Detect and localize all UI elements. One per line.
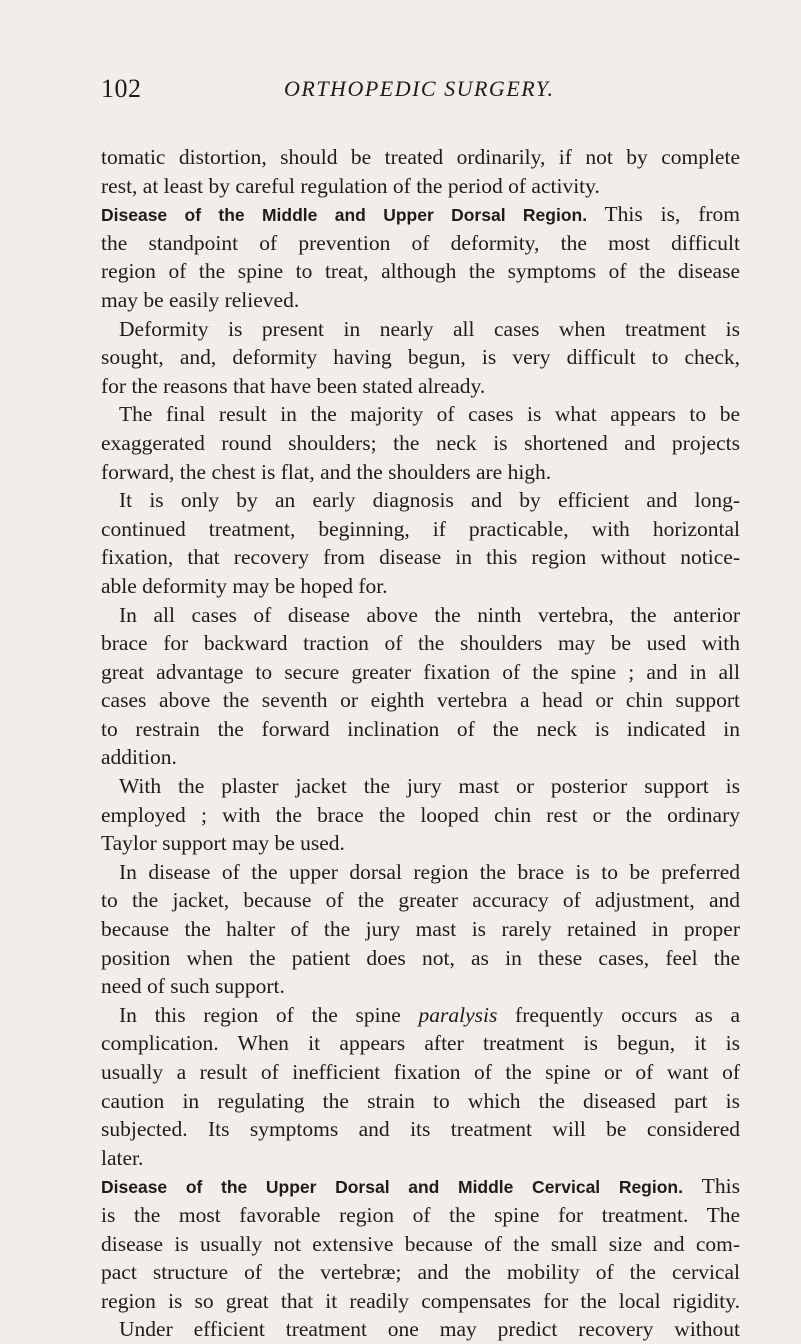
line-text: In all cases of disease above the ninth vertebra, the anterior	[119, 602, 740, 627]
text-line	[101, 200, 740, 229]
line-text: complication. When it appears after treatment is begun, it is	[101, 1031, 740, 1056]
text-line	[101, 1201, 740, 1230]
line-text: forward, the chest is flat, and the shoulders are high.	[101, 459, 552, 484]
line-text: to restrain the forward inclination of the neck is indicated in	[101, 716, 740, 741]
line-text: position when the patient does not, as in these cases, feel the	[101, 945, 740, 970]
text-line	[101, 1258, 740, 1287]
text-line	[101, 915, 740, 944]
line-text: rest, at least by careful regulation of the period of activity.	[101, 173, 600, 198]
text-line	[101, 601, 740, 630]
italic-term: paralysis	[418, 1002, 498, 1027]
line-text: tomatic distortion, should be treated ordinarily, if not by complete	[101, 145, 740, 169]
line-text: employed ; with the brace the looped chin rest or the ordinary	[101, 802, 740, 827]
text-line	[101, 1058, 740, 1087]
text-line	[101, 686, 740, 715]
text-line	[101, 315, 740, 344]
text-line	[101, 286, 740, 315]
text-line	[101, 1172, 740, 1201]
text-line	[101, 572, 740, 601]
text-line	[101, 1029, 740, 1058]
line-text: continued treatment, beginning, if practicable, with horizontal	[101, 516, 740, 541]
text-line	[101, 515, 740, 544]
line-text: region of the spine to treat, although the symptoms of the disease	[101, 259, 740, 284]
text-line	[101, 629, 740, 658]
text-line	[101, 400, 740, 429]
text-line	[101, 829, 740, 858]
line-text: usually a result of inefficient fixation of the spine or of want of	[101, 1060, 740, 1084]
text-line	[101, 343, 740, 372]
line-text: cases above the seventh or eighth vertebra a head or chin support	[101, 688, 740, 713]
line-text: disease is usually not extensive because of the small size and com-	[101, 1231, 740, 1256]
line-text: sought, and, deformity having begun, is very difficult to check,	[101, 345, 740, 370]
line-text: This	[682, 1174, 740, 1199]
line-text: able deformity may be hoped for.	[101, 573, 388, 598]
text-line	[101, 801, 740, 830]
line-text: It is only by an early diagnosis and by efficient and long-	[119, 488, 740, 513]
text-line	[101, 1144, 740, 1173]
line-text: Taylor support may be used.	[101, 831, 345, 856]
text-line	[101, 772, 740, 801]
section-sidehead: Disease of the Middle and Upper Dorsal Region.	[101, 205, 588, 226]
running-head: ORTHOPEDIC SURGERY.	[284, 76, 555, 101]
line-text: brace for backward traction of the shoulders may be used with	[101, 631, 740, 656]
line-text: to the jacket, because of the greater accuracy of adjustment, and	[101, 888, 740, 913]
text-line	[101, 229, 740, 258]
text-line	[101, 458, 740, 487]
text-line	[101, 1115, 740, 1144]
line-text: because the halter of the jury mast is rarely retained in proper	[101, 917, 740, 942]
line-text: Under efficient treatment one may predict recovery without	[119, 1317, 740, 1342]
line-text: subjected. Its symptoms and its treatment will be considered	[101, 1117, 740, 1142]
line-text: pact structure of the vertebræ; and the mobility of the cervical	[101, 1260, 740, 1285]
line-text: is the most favorable region of the spine for treatment. The	[101, 1202, 740, 1227]
line-text: This is, from	[587, 202, 740, 227]
body-text	[101, 143, 740, 1344]
text-line	[101, 143, 740, 172]
text-line	[101, 257, 740, 286]
text-line	[101, 372, 740, 401]
line-text: In disease of the upper dorsal region the brace is to be preferred	[119, 859, 740, 884]
page-header	[101, 74, 741, 108]
line-text: With the plaster jacket the jury mast or posterior support is	[119, 774, 740, 799]
text-line	[101, 1087, 740, 1116]
text-line	[101, 1287, 740, 1316]
line-text: Deformity is present in nearly all cases when treatment is	[119, 316, 740, 341]
text-line	[101, 486, 740, 515]
text-line	[101, 658, 740, 687]
section-sidehead: Disease of the Upper Dorsal and Middle Cervical Region.	[101, 1177, 683, 1198]
line-text: The final result in the majority of cases is what appears to be	[119, 402, 740, 427]
line-text: caution in regulating the strain to which the diseased part is	[101, 1088, 740, 1113]
text-line	[101, 172, 740, 201]
text-line	[101, 715, 740, 744]
line-text: exaggerated round shoulders; the neck is shortened and projects	[101, 430, 740, 455]
line-text-continued: frequently occurs as a	[497, 1002, 740, 1027]
page-number: 102	[101, 74, 142, 103]
text-line	[101, 429, 740, 458]
text-line	[101, 972, 740, 1001]
line-text: In this region of the spine	[119, 1002, 401, 1027]
line-text: later.	[101, 1145, 144, 1170]
line-text: need of such support.	[101, 974, 285, 999]
line-text: addition.	[101, 745, 177, 770]
text-line	[101, 944, 740, 973]
line-text: region is so great that it readily compensates for the local rigidity.	[101, 1288, 740, 1313]
line-text: fixation, that recovery from disease in this region without notice-	[101, 545, 740, 570]
text-line	[101, 543, 740, 572]
text-line	[101, 743, 740, 772]
line-text: for the reasons that have been stated already.	[101, 373, 486, 398]
line-text: may be easily relieved.	[101, 287, 300, 312]
text-line	[101, 858, 740, 887]
line-text: great advantage to secure greater fixation of the spine ; and in all	[101, 659, 740, 684]
text-line	[101, 886, 740, 915]
text-line	[101, 1001, 740, 1030]
text-line	[101, 1315, 740, 1344]
text-line	[101, 1230, 740, 1259]
line-text: the standpoint of prevention of deformity, the most difficult	[101, 230, 740, 255]
